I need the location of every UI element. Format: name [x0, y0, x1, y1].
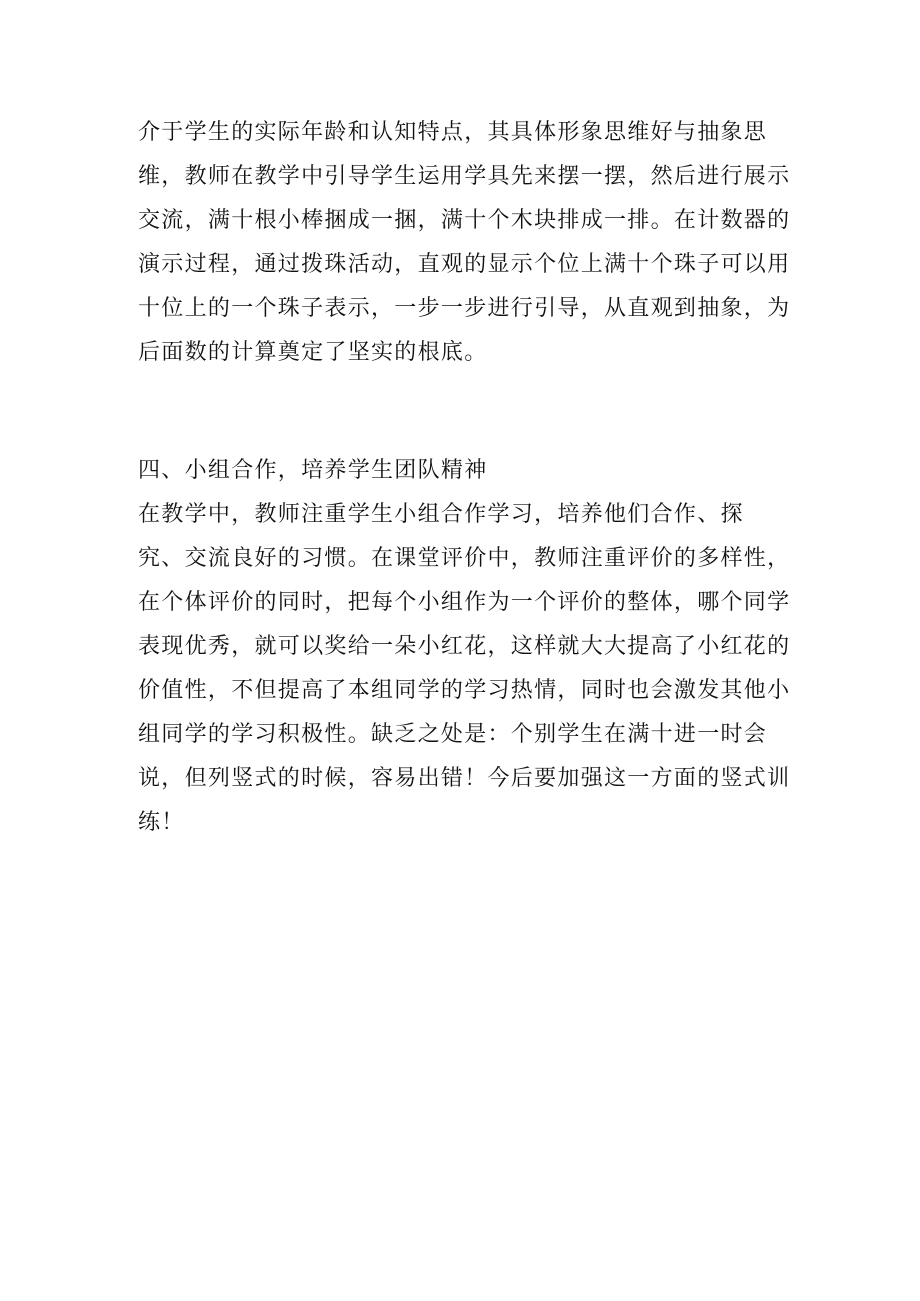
paragraph-line: 练！	[138, 810, 185, 835]
paragraph-line: 演示过程，通过拨珠活动，直观的显示个位上满十个珠子可以用	[138, 252, 791, 277]
paragraph-line: 表现优秀，就可以奖给一朵小红花，这样就大大提高了小红花的	[138, 634, 791, 659]
paragraph-counting-method	[138, 111, 798, 375]
paragraph-line: 交流，满十根小棒捆成一捆，满十个木块排成一排。在计数器的	[138, 208, 791, 233]
paragraph-line: 说，但列竖式的时候，容易出错！今后要加强这一方面的竖式训	[138, 766, 791, 791]
section-heading: 四、小组合作，培养学生团队精神	[138, 458, 488, 483]
section-heading-group-cooperation	[138, 449, 798, 493]
paragraph-line: 究、交流良好的习惯。在课堂评价中，教师注重评价的多样性，	[138, 546, 791, 571]
paragraph-line: 价值性，不但提高了本组同学的学习热情，同时也会激发其他小	[138, 678, 791, 703]
paragraph-line: 在教学中，教师注重学生小组合作学习，培养他们合作、探	[138, 502, 744, 527]
paragraph-line: 在个体评价的同时，把每个小组作为一个评价的整体，哪个同学	[138, 590, 791, 615]
paragraph-line: 十位上的一个珠子表示，一步一步进行引导，从直观到抽象，为	[138, 296, 791, 321]
paragraph-line: 后面数的计算奠定了坚实的根底。	[138, 340, 488, 365]
paragraph-line: 维，教师在教学中引导学生运用学具先来摆一摆，然后进行展示	[138, 164, 791, 189]
paragraph-group-cooperation	[138, 493, 798, 845]
paragraph-line: 组同学的学习积极性。缺乏之处是：个别学生在满十进一时会	[138, 722, 768, 747]
paragraph-line: 介于学生的实际年龄和认知特点，其具体形象思维好与抽象思	[138, 120, 768, 145]
